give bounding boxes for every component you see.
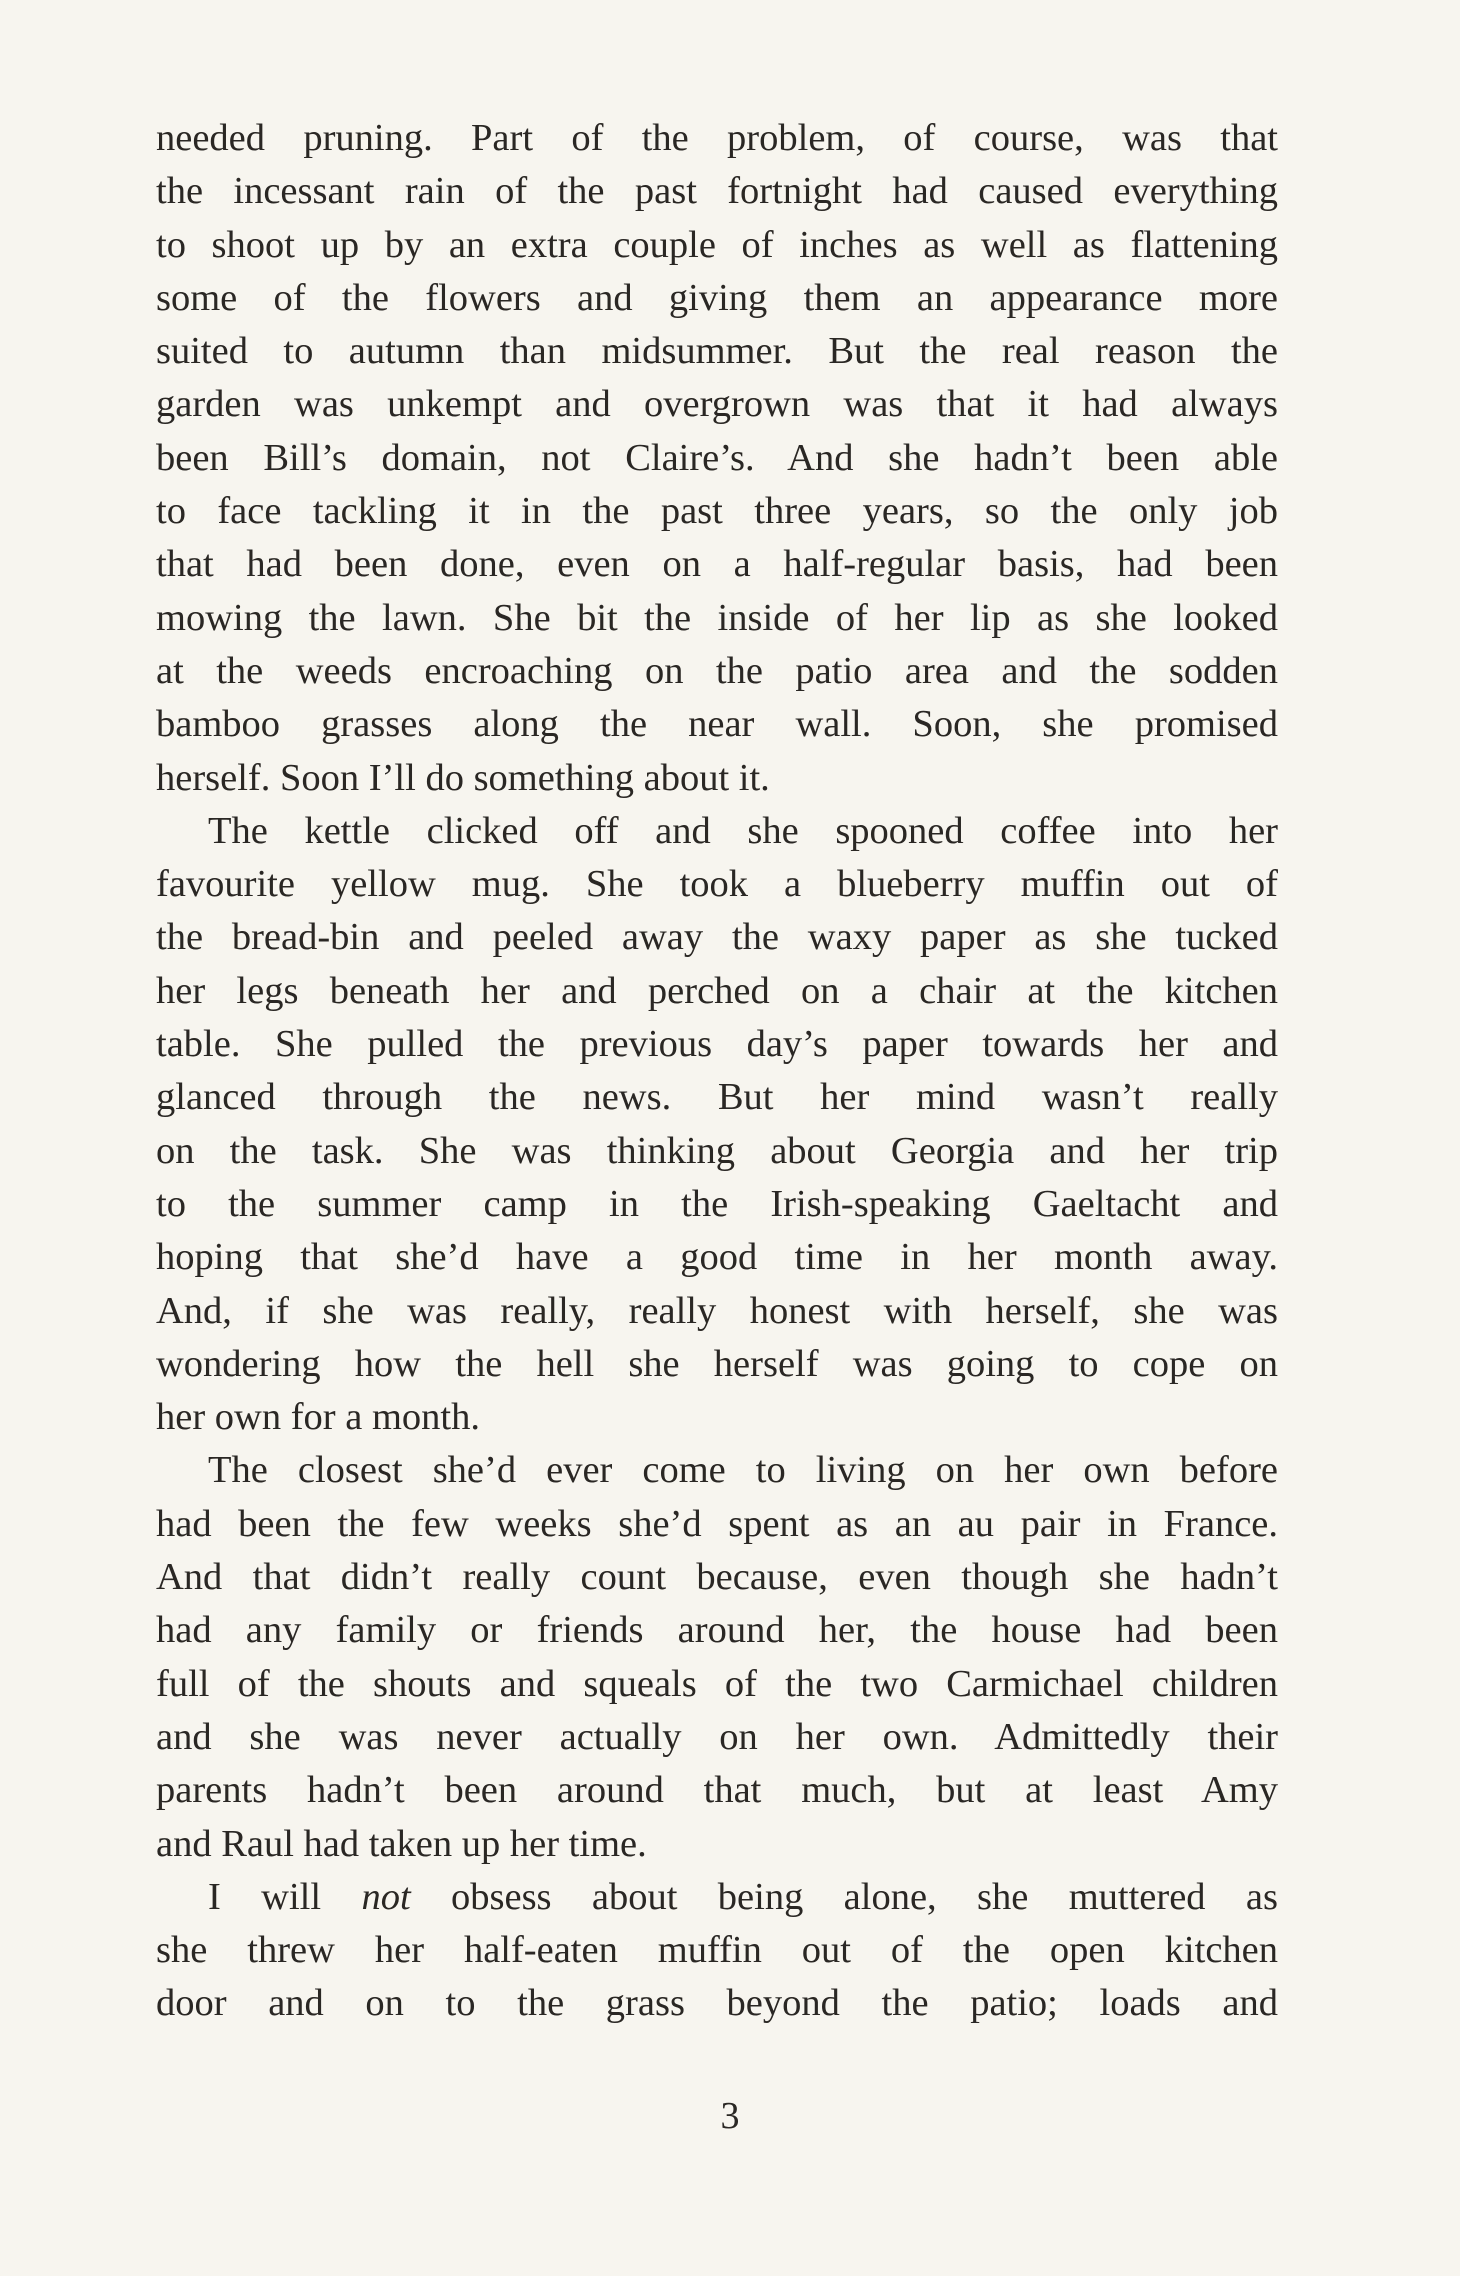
text-line: had any family or friends around her, the house had been bbox=[156, 1609, 1278, 1652]
text-line: garden was unkempt and overgrown was that it had always bbox=[156, 383, 1278, 426]
text-line: I will not obsess about being alone, she muttered as bbox=[208, 1875, 1278, 1918]
text-line: door and on to the grass beyond the patio; loads and bbox=[156, 1982, 1278, 2025]
text-line: herself. Soon I’ll do something about it. bbox=[156, 756, 770, 799]
text-line: table. She pulled the previous day’s paper towards her and bbox=[156, 1023, 1278, 1066]
page-number: 3 bbox=[720, 2095, 740, 2137]
text-line: and she was never actually on her own. Admittedly their bbox=[156, 1715, 1278, 1758]
text-line: her own for a month. bbox=[156, 1396, 480, 1439]
text-line: to shoot up by an extra couple of inches as well as flattening bbox=[156, 223, 1278, 266]
text-line: hoping that she’d have a good time in her month away. bbox=[156, 1236, 1278, 1279]
text-line: the incessant rain of the past fortnight had caused everything bbox=[156, 170, 1278, 213]
text-line: and Raul had taken up her time. bbox=[156, 1822, 647, 1865]
text-line: she threw her half-eaten muffin out of the open kitchen bbox=[156, 1929, 1278, 1972]
text-line: full of the shouts and squeals of the two Carmichael children bbox=[156, 1662, 1278, 1705]
text-line: favourite yellow mug. She took a blueberry muffin out of bbox=[156, 863, 1278, 906]
text-line: And that didn’t really count because, even though she hadn’t bbox=[156, 1556, 1278, 1599]
text-line: been Bill’s domain, not Claire’s. And she hadn’t been able bbox=[156, 436, 1278, 479]
text-line: The closest she’d ever come to living on her own before bbox=[208, 1449, 1278, 1492]
text-line: suited to autumn than midsummer. But the real reason the bbox=[156, 330, 1278, 373]
text-line: the bread-bin and peeled away the waxy paper as she tucked bbox=[156, 916, 1278, 959]
body-text bbox=[156, 112, 1278, 2031]
text-line: mowing the lawn. She bit the inside of her lip as she looked bbox=[156, 596, 1278, 639]
text-line: had been the few weeks she’d spent as an au pair in France. bbox=[156, 1502, 1278, 1545]
text-line: needed pruning. Part of the problem, of course, was that bbox=[156, 117, 1278, 159]
text-line: And, if she was really, really honest with herself, she was bbox=[156, 1289, 1278, 1332]
text-line: on the task. She was thinking about Georgia and her trip bbox=[156, 1129, 1278, 1172]
text-line: that had been done, even on a half-regular basis, had been bbox=[156, 543, 1278, 586]
text-line: her legs beneath her and perched on a chair at the kitchen bbox=[156, 969, 1278, 1012]
text-line: parents hadn’t been around that much, but at least Amy bbox=[156, 1769, 1278, 1812]
text-line: glanced through the news. But her mind wasn’t really bbox=[156, 1076, 1278, 1119]
text-line: some of the flowers and giving them an appearance more bbox=[156, 276, 1278, 319]
text-line: bamboo grasses along the near wall. Soon, she promised bbox=[156, 703, 1278, 746]
text-line: wondering how the hell she herself was going to cope on bbox=[156, 1342, 1278, 1385]
text-line: at the weeds encroaching on the patio area and the sodden bbox=[156, 649, 1278, 692]
text-line: The kettle clicked off and she spooned coffee into her bbox=[208, 809, 1278, 852]
emphasis-text: not bbox=[361, 1875, 411, 1918]
text-line: to face tackling it in the past three years, so the only job bbox=[156, 490, 1278, 533]
text-line: to the summer camp in the Irish-speaking Gaeltacht and bbox=[156, 1182, 1278, 1225]
